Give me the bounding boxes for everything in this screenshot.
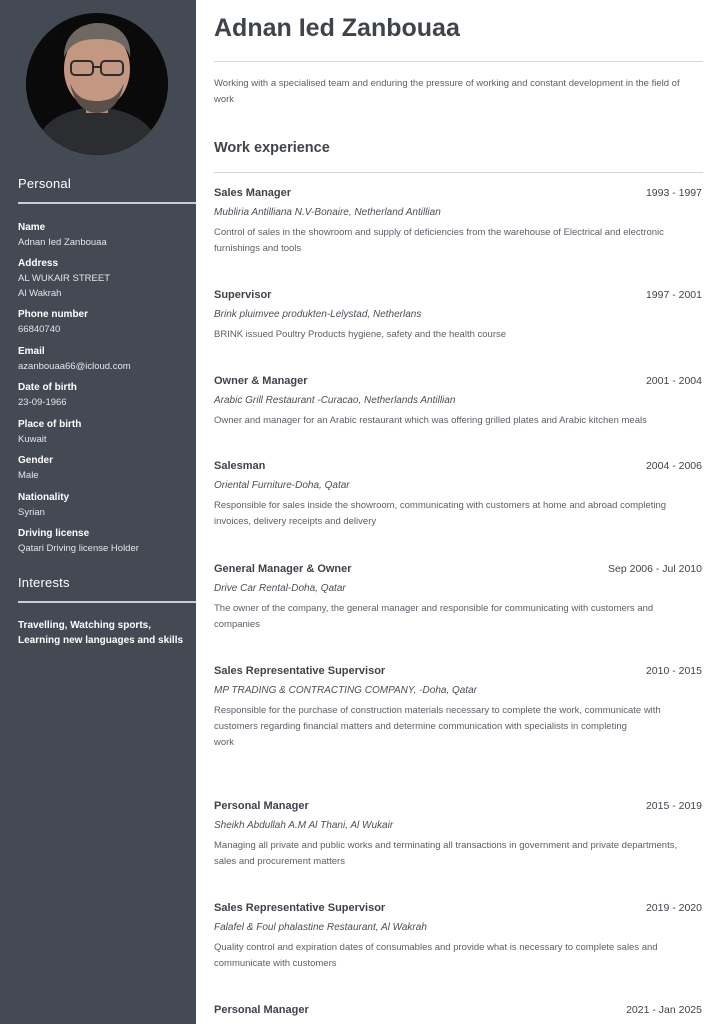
job-dates: 1997 - 2001 [645,289,702,301]
phone-field [18,308,193,337]
license-label: Driving license [18,528,90,539]
personal-divider [18,202,196,204]
job-entry [214,563,702,633]
job-description: BRINK issued Poultry Products hygiene, safety and the health course [214,329,507,340]
job-description: Managing all private and public works and terminating all transactions in government and private departments, sales and procurement matters [214,840,678,867]
job-dates: 2015 - 2019 [645,800,702,812]
job-company: Mubliria Antilliana N.V-Bonaire, Netherland Antillian [214,207,441,218]
personal-section-title: Personal [18,176,71,191]
name-field [18,221,193,250]
address-field [18,257,193,301]
pob-value: Kuwait [18,434,47,445]
job-dates: 1993 - 1997 [645,187,702,199]
job-title: Salesman [214,460,266,472]
nationality-value: Syrian [18,507,45,518]
job-company: MP TRADING & CONTRACTING COMPANY, -Doha, Qatar [214,685,478,696]
job-company: Sheikh Abdullah A.M Al Thani, Al Wukair [214,820,394,831]
job-title: Sales Manager [214,187,292,199]
job-title: Owner & Manager [214,375,308,387]
work-experience-title: Work experience [214,140,330,156]
job-company: Drive Car Rental-Doha, Qatar [214,583,346,594]
email-field [18,345,193,374]
dob-value: 23-09-1966 [18,397,67,408]
job-company: Arabic Grill Restaurant -Curacao, Netherlands Antillian [214,395,456,406]
job-description: Responsible for sales inside the showroom, communicating with customers at home and abroad completing invoices, delivery receipts and delivery [214,500,667,527]
gender-value: Male [18,470,39,481]
job-dates: Sep 2006 - Jul 2010 [608,563,702,575]
job-description: Control of sales in the showroom and supply of deficiencies from the warehouse of Electrical and electronic furnishings and tools [214,227,664,254]
nationality-field [18,491,193,520]
job-company: Falafel & Foul phalastine Restaurant, Al Wakrah [214,922,427,933]
address-line2: Al Wakrah [18,288,62,299]
job-entry [214,1004,702,1020]
job-entry [214,375,702,429]
avatar [26,13,168,155]
email-value: azanbouaa66@icloud.com [18,361,131,372]
job-title: General Manager & Owner [214,563,352,575]
job-dates: 2010 - 2015 [645,665,702,677]
phone-label: Phone number [18,309,89,320]
job-company: Brink pluimvee produkten-Lelystad, Netherlans [214,309,422,320]
job-entry [214,665,702,751]
job-title: Personal Manager [214,1004,309,1016]
nationality-label: Nationality [18,492,70,503]
job-description: Owner and manager for an Arabic restaurant which was offering grilled plates and Arabic kitchen meals [214,415,647,426]
interests-section-title: Interests [18,575,70,590]
job-dates: 2001 - 2004 [645,375,702,387]
job-title: Supervisor [214,289,272,301]
job-title: Personal Manager [214,800,309,812]
job-entry [214,289,702,343]
pob-field [18,418,193,447]
sidebar [0,0,196,1024]
job-entry [214,800,702,870]
license-value: Qatari Driving license Holder [18,543,139,554]
candidate-name: Adnan Ied Zanbouaa [214,14,460,42]
job-title: Sales Representative Supervisor [214,902,386,914]
header-divider [214,61,703,62]
work-experience-divider [214,172,703,173]
license-field [18,527,193,556]
job-dates: 2021 - Jan 2025 [626,1004,702,1016]
phone-value: 66840740 [18,324,61,335]
job-dates: 2004 - 2006 [645,460,702,472]
profile-summary: Working with a specialised team and enduring the pressure of working and constant development in the field of work [214,78,680,105]
job-entry [214,460,702,530]
email-label: Email [18,346,45,357]
name-label: Name [18,222,46,233]
job-title: Sales Representative Supervisor [214,665,386,677]
interests-divider [18,601,196,603]
dob-label: Date of birth [18,382,77,393]
gender-label: Gender [18,455,54,466]
address-line1: AL WUKAIR STREET [18,273,111,284]
pob-label: Place of birth [18,419,82,430]
job-entry [214,902,702,972]
job-entry [214,187,702,257]
gender-field [18,454,193,483]
job-description: Quality control and expiration dates of consumables and provide what is necessary to complete sales and communicate with customers [214,942,658,969]
address-label: Address [18,258,59,269]
job-description: The owner of the company, the general manager and responsible for communicating with customers and companies [214,603,654,630]
job-company: Oriental Furniture-Doha, Qatar [214,480,350,491]
dob-field [18,381,193,410]
job-dates: 2019 - 2020 [645,902,702,914]
name-value: Adnan Ied Zanbouaa [18,237,107,248]
job-description: Responsible for the purchase of construction materials necessary to complete the work, communicate with customers regarding financial matters and determine communication with specialists in completing work [214,705,661,748]
interests-text: Travelling, Watching sports, Learning new languages and skills [18,620,184,646]
profile-photo [26,13,168,155]
